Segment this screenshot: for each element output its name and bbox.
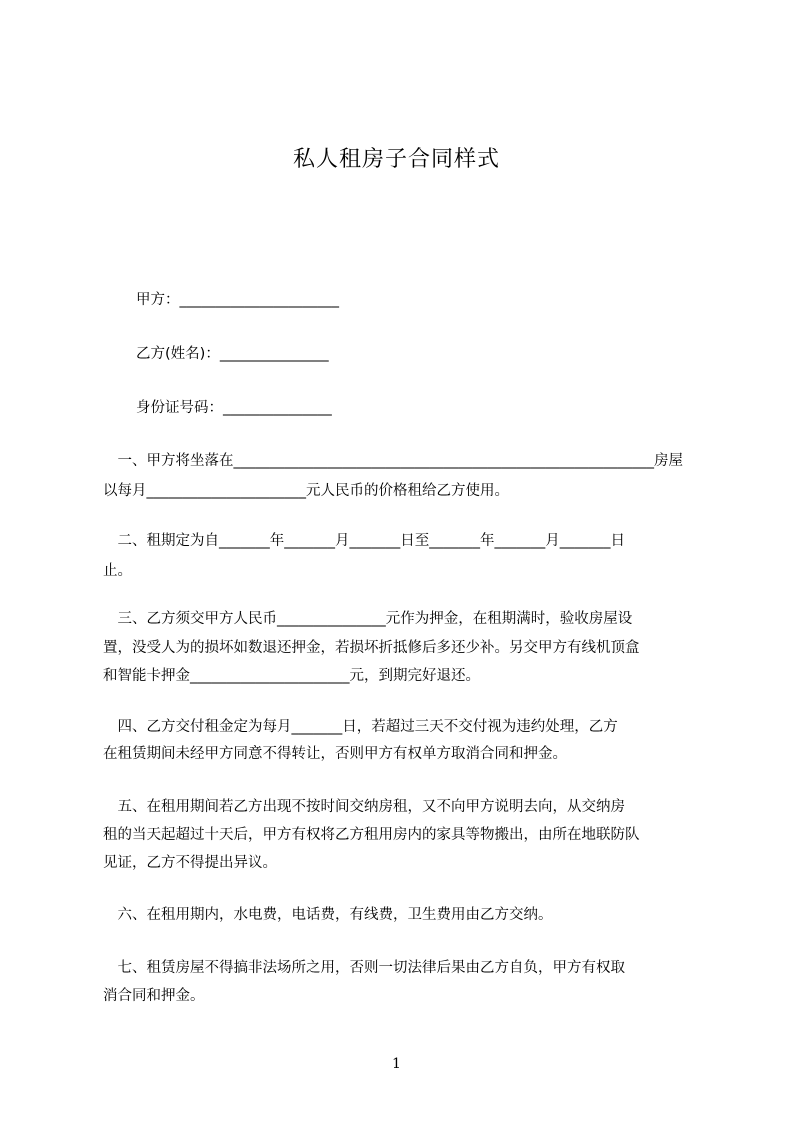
clause-7-line-2: 消合同和押金。 (103, 988, 205, 1004)
clause-5-line-3: 见证，乙方不得提出异议。 (103, 855, 277, 871)
party-b-name-line: 乙方(姓名)：_______________ (136, 346, 329, 362)
clause-3-line-3: 和智能卡押金______________________元，到期完好退还。 (103, 668, 480, 684)
clause-3-line-2: 置，没受人为的损坏如数退还押金，若损坏折抵修后多还少补。另交甲方有线机顶盒 (103, 640, 640, 656)
id-number-line: 身份证号码：_______________ (136, 400, 332, 416)
clause-4-line-2: 在租赁期间未经甲方同意不得转让，否则甲方有权单方取消合同和押金。 (103, 746, 567, 762)
clause-4-line-1: 四、乙方交付租金定为每月_______日，若超过三天不交付视为违约处理，乙方 (103, 719, 618, 735)
clause-3-line-1: 三、乙方须交甲方人民币_______________元作为押金，在租期满时，验收房屋设 (103, 611, 633, 627)
clause-7-line-1: 七、租赁房屋不得搞非法场所之用，否则一切法律后果由乙方自负，甲方有权取 (103, 960, 625, 976)
document-title: 私人租房子合同样式 (292, 147, 500, 172)
clause-5-line-2: 租的当天起超过十天后，甲方有权将乙方租用房内的家具等物搬出，由所在地联防队 (103, 827, 640, 843)
party-a-line: 甲方：______________________ (136, 292, 339, 308)
clause-2-line-2: 止。 (103, 563, 132, 579)
clause-6-line-1: 六、在租用期内，水电费，电话费，有线费，卫生费用由乙方交纳。 (103, 907, 553, 923)
page-number: 1 (392, 1056, 401, 1072)
clause-2-line-1: 二、租期定为自_______年_______月_______日至_______年_______月_______日 (103, 533, 625, 549)
clause-1-line-2: 以每月______________________元人民币的价格租给乙方使用。 (103, 483, 509, 499)
clause-5-line-1: 五、在租用期间若乙方出现不按时间交纳房租，又不向甲方说明去向，从交纳房 (103, 799, 625, 815)
clause-1-line-1: 一、甲方将坐落在__________________________________________________________房屋 (103, 453, 683, 469)
